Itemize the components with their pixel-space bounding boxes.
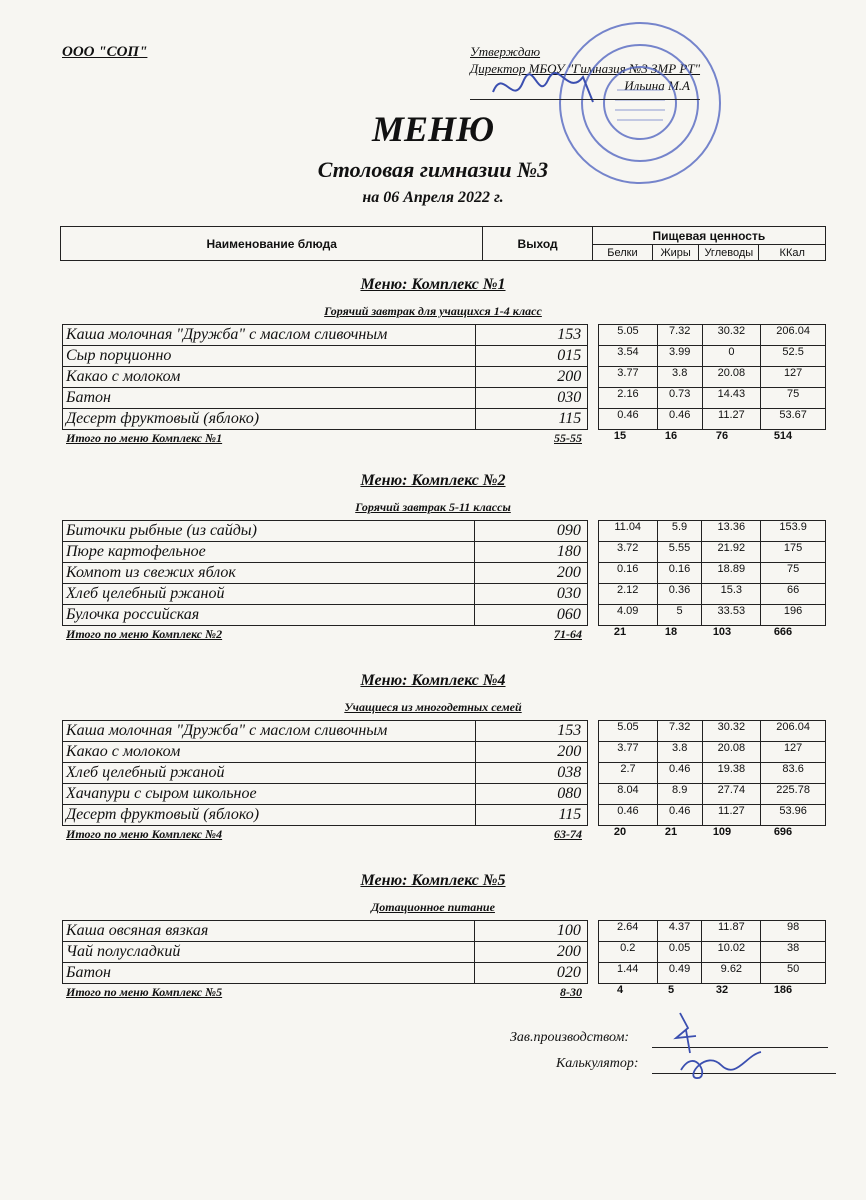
dish-output: 180 — [475, 542, 587, 563]
proteins-value: 0.16 — [598, 563, 657, 584]
dish-output: 100 — [475, 921, 588, 942]
column-gap — [588, 784, 599, 805]
carbs-value: 0 — [702, 346, 761, 367]
section-title: Меню: Комплекс №1 — [360, 276, 506, 293]
column-gap — [588, 325, 599, 346]
fats-value: 7.32 — [657, 721, 702, 742]
table-row — [63, 784, 826, 805]
column-gap — [587, 542, 598, 563]
kcal-value: 83.6 — [761, 763, 826, 784]
dish-output: 115 — [476, 409, 588, 430]
total-fats: 16 — [664, 430, 678, 442]
kcal-value: 127 — [761, 742, 826, 763]
column-gap — [587, 942, 598, 963]
dish-name: Биточки рыбные (из сайды) — [63, 521, 475, 542]
total-proteins: 4 — [616, 984, 624, 996]
dish-output: 200 — [476, 367, 588, 388]
proteins-value: 2.64 — [598, 921, 657, 942]
section-subtitle: Горячий завтрак для учащихся 1-4 класс — [324, 304, 542, 318]
proteins-value: 5.05 — [599, 325, 658, 346]
fats-value: 5 — [657, 605, 702, 626]
fats-value: 3.99 — [657, 346, 702, 367]
dish-name: Батон — [63, 963, 475, 984]
total-output: 55-55 — [554, 431, 582, 445]
carbs-value: 27.74 — [702, 784, 761, 805]
director-signature-line — [470, 98, 700, 100]
page-title: МЕНЮ — [371, 109, 495, 149]
dish-name: Десерт фруктовый (яблоко) — [63, 409, 476, 430]
total-proteins: 21 — [613, 626, 627, 638]
section-title: Меню: Комплекс №5 — [360, 872, 506, 889]
fats-value: 0.73 — [657, 388, 702, 409]
proteins-value: 0.46 — [599, 805, 658, 826]
dish-name: Десерт фруктовый (яблоко) — [63, 805, 476, 826]
menu-table — [62, 720, 826, 826]
table-row — [63, 721, 826, 742]
total-kcal: 666 — [773, 626, 793, 638]
table-row — [63, 763, 826, 784]
kcal-value: 175 — [761, 542, 826, 563]
dish-output: 200 — [476, 742, 588, 763]
nutrition-column-header: Пищевая ценность — [592, 227, 825, 245]
proteins-value: 3.77 — [599, 367, 658, 388]
section-title: Меню: Комплекс №4 — [360, 672, 506, 689]
dish-name: Каша овсяная вязкая — [63, 921, 475, 942]
fats-value: 0.46 — [657, 805, 702, 826]
kcal-header: ККал — [759, 245, 826, 261]
kcal-value: 52.5 — [761, 346, 826, 367]
dish-name: Чай полусладкий — [63, 942, 475, 963]
dish-name: Какао с молоком — [63, 742, 476, 763]
kcal-value: 75 — [761, 563, 826, 584]
carbs-value: 9.62 — [702, 963, 761, 984]
total-output: 63-74 — [554, 827, 582, 841]
carbs-value: 11.87 — [702, 921, 761, 942]
dish-name: Булочка российская — [63, 605, 475, 626]
proteins-value: 2.7 — [599, 763, 658, 784]
dish-name: Каша молочная "Дружба" с маслом сливочным — [63, 325, 476, 346]
fats-value: 7.32 — [657, 325, 702, 346]
table-row — [63, 521, 826, 542]
column-gap — [588, 346, 599, 367]
carbs-value: 15.3 — [702, 584, 761, 605]
total-carbs: 76 — [715, 430, 729, 442]
total-fats: 18 — [664, 626, 678, 638]
director-name: Ильина М.А — [624, 78, 690, 93]
section-total-row — [62, 627, 826, 643]
section-subtitle: Горячий завтрак 5-11 классы — [355, 500, 511, 514]
table-row — [63, 346, 826, 367]
proteins-value: 3.72 — [598, 542, 657, 563]
section-total-row — [62, 827, 826, 843]
fats-value: 0.16 — [657, 563, 702, 584]
kcal-value: 206.04 — [761, 325, 826, 346]
column-gap — [588, 367, 599, 388]
dish-output: 200 — [475, 942, 588, 963]
total-proteins: 20 — [613, 826, 627, 838]
menu-date: на 06 Апреля 2022 г. — [362, 189, 504, 206]
table-row — [63, 605, 826, 626]
proteins-value: 3.54 — [599, 346, 658, 367]
section-total-row — [62, 985, 826, 1001]
table-row — [63, 742, 826, 763]
section-subtitle: Дотационное питание — [371, 900, 495, 914]
column-gap — [587, 521, 598, 542]
carbs-value: 14.43 — [702, 388, 761, 409]
kcal-value: 153.9 — [761, 521, 826, 542]
total-output: 8-30 — [560, 985, 582, 999]
proteins-value: 1.44 — [598, 963, 657, 984]
total-kcal: 514 — [773, 430, 793, 442]
column-gap — [587, 584, 598, 605]
carbs-value: 20.08 — [702, 742, 761, 763]
kcal-value: 98 — [761, 921, 826, 942]
total-fats: 5 — [667, 984, 675, 996]
kcal-value: 206.04 — [761, 721, 826, 742]
total-kcal: 696 — [773, 826, 793, 838]
table-row — [63, 805, 826, 826]
column-gap — [587, 563, 598, 584]
dish-output: 200 — [475, 563, 587, 584]
director-title: Директор МБОУ "Гимназия №3 ЗМР РТ" — [470, 61, 701, 76]
table-row — [63, 563, 826, 584]
column-gap — [588, 388, 599, 409]
table-row — [63, 325, 826, 346]
dish-name: Хлеб целебный ржаной — [63, 763, 476, 784]
dish-name: Сыр порционно — [63, 346, 476, 367]
total-carbs: 103 — [712, 626, 732, 638]
fats-value: 4.37 — [657, 921, 702, 942]
carbs-value: 13.36 — [702, 521, 761, 542]
dish-name: Хачапури с сыром школьное — [63, 784, 476, 805]
proteins-value: 2.12 — [598, 584, 657, 605]
section-total-row — [62, 431, 826, 447]
organization-name: ООО "СОП" — [62, 44, 148, 60]
fats-value: 3.8 — [657, 742, 702, 763]
menu-table — [62, 324, 826, 430]
total-carbs: 32 — [715, 984, 729, 996]
kcal-value: 53.67 — [761, 409, 826, 430]
dish-column-header: Наименование блюда — [61, 227, 483, 261]
dish-output: 030 — [476, 388, 588, 409]
carbs-value: 30.32 — [702, 325, 761, 346]
carbs-value: 19.38 — [702, 763, 761, 784]
table-row — [63, 584, 826, 605]
section-title: Меню: Комплекс №2 — [360, 472, 506, 489]
production-head-label: Зав.производством: — [510, 1030, 630, 1045]
proteins-header: Белки — [592, 245, 652, 261]
proteins-value: 4.09 — [598, 605, 657, 626]
dish-name: Каша молочная "Дружба" с маслом сливочным — [63, 721, 476, 742]
dish-output: 115 — [476, 805, 588, 826]
fats-value: 8.9 — [657, 784, 702, 805]
dish-name: Компот из свежих яблок — [63, 563, 475, 584]
kcal-value: 75 — [761, 388, 826, 409]
table-row — [63, 963, 826, 984]
fats-value: 0.36 — [657, 584, 702, 605]
approve-label: Утверждаю — [470, 44, 541, 59]
calculator-signature-icon — [676, 1040, 766, 1085]
kcal-value: 127 — [761, 367, 826, 388]
section-subtitle: Учащиеся из многодетных семей — [344, 700, 522, 714]
carbs-value: 30.32 — [702, 721, 761, 742]
fats-value: 5.9 — [657, 521, 702, 542]
page-subtitle: Столовая гимназии №3 — [317, 157, 549, 182]
kcal-value: 225.78 — [761, 784, 826, 805]
carbs-header: Углеводы — [699, 245, 759, 261]
dish-output: 030 — [475, 584, 587, 605]
dish-output: 020 — [475, 963, 588, 984]
kcal-value: 53.96 — [761, 805, 826, 826]
fats-value: 5.55 — [657, 542, 702, 563]
column-gap — [587, 963, 598, 984]
total-label: Итого по меню Комплекс №5 — [66, 985, 223, 999]
dish-name: Пюре картофельное — [63, 542, 475, 563]
total-output: 71-64 — [554, 627, 582, 641]
dish-output: 090 — [475, 521, 587, 542]
dish-name: Какао с молоком — [63, 367, 476, 388]
dish-output: 060 — [475, 605, 587, 626]
column-gap — [588, 742, 599, 763]
proteins-value: 0.46 — [599, 409, 658, 430]
column-gap — [588, 409, 599, 430]
proteins-value: 2.16 — [599, 388, 658, 409]
carbs-value: 20.08 — [702, 367, 761, 388]
menu-table — [62, 920, 826, 984]
fats-value: 3.8 — [657, 367, 702, 388]
dish-output: 015 — [476, 346, 588, 367]
proteins-value: 3.77 — [599, 742, 658, 763]
carbs-value: 11.27 — [702, 805, 761, 826]
table-row — [63, 388, 826, 409]
fats-value: 0.05 — [657, 942, 702, 963]
fats-value: 0.49 — [657, 963, 702, 984]
dish-name: Хлеб целебный ржаной — [63, 584, 475, 605]
carbs-value: 11.27 — [702, 409, 761, 430]
column-gap — [588, 805, 599, 826]
total-carbs: 109 — [712, 826, 732, 838]
column-gap — [587, 605, 598, 626]
kcal-value: 66 — [761, 584, 826, 605]
total-kcal: 186 — [773, 984, 793, 996]
output-column-header: Выход — [483, 227, 592, 261]
proteins-value: 11.04 — [598, 521, 657, 542]
total-label: Итого по меню Комплекс №4 — [66, 827, 223, 841]
carbs-value: 10.02 — [702, 942, 761, 963]
menu-table — [62, 520, 826, 626]
column-gap — [587, 921, 598, 942]
total-proteins: 15 — [613, 430, 627, 442]
kcal-value: 38 — [761, 942, 826, 963]
carbs-value: 33.53 — [702, 605, 761, 626]
dish-output: 080 — [476, 784, 588, 805]
total-label: Итого по меню Комплекс №1 — [66, 431, 223, 445]
dish-output: 038 — [476, 763, 588, 784]
kcal-value: 196 — [761, 605, 826, 626]
dish-output: 153 — [476, 325, 588, 346]
proteins-value: 8.04 — [599, 784, 658, 805]
total-label: Итого по меню Комплекс №2 — [66, 627, 223, 641]
dish-output: 153 — [476, 721, 588, 742]
calculator-label: Калькулятор: — [556, 1056, 639, 1071]
table-row — [63, 409, 826, 430]
total-fats: 21 — [664, 826, 678, 838]
dish-name: Батон — [63, 388, 476, 409]
table-row — [63, 921, 826, 942]
column-gap — [588, 721, 599, 742]
column-header-table — [60, 226, 826, 261]
table-row — [63, 942, 826, 963]
column-gap — [588, 763, 599, 784]
kcal-value: 50 — [761, 963, 826, 984]
carbs-value: 21.92 — [702, 542, 761, 563]
fats-value: 0.46 — [657, 763, 702, 784]
director-signature-icon — [488, 62, 598, 112]
fats-header: Жиры — [653, 245, 699, 261]
table-row — [63, 367, 826, 388]
fats-value: 0.46 — [657, 409, 702, 430]
proteins-value: 0.2 — [598, 942, 657, 963]
carbs-value: 18.89 — [702, 563, 761, 584]
table-row — [63, 542, 826, 563]
proteins-value: 5.05 — [599, 721, 658, 742]
